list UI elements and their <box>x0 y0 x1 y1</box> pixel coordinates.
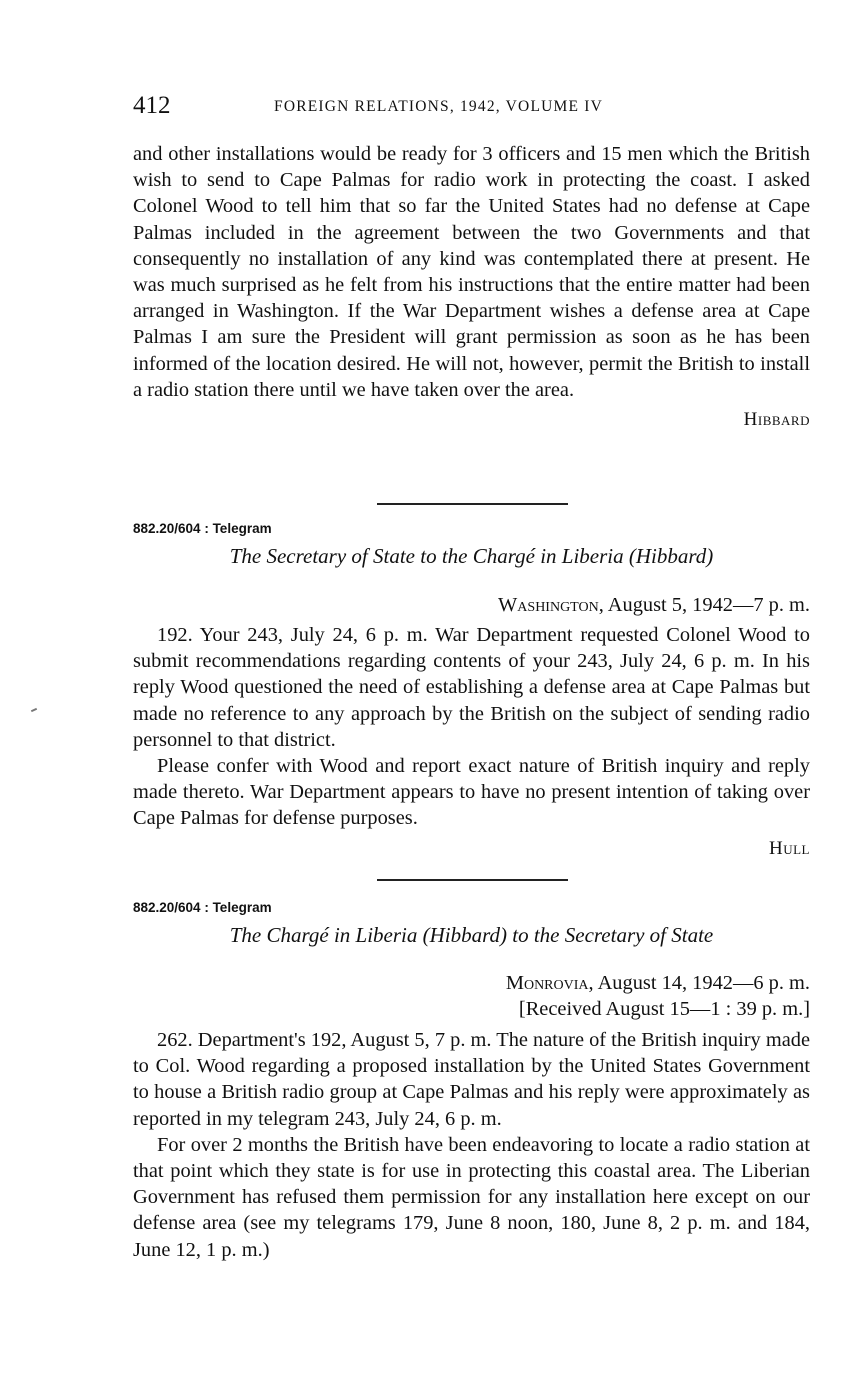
document-title: The Secretary of State to the Chargé in Liberia (Hibbard) <box>229 544 714 568</box>
file-number: 882.20/604 : Telegram <box>133 521 272 536</box>
telegram-262-body <box>133 1027 810 1263</box>
received-line: [Received August 15—1 : 39 p. m.] <box>518 998 810 1020</box>
dateline-date: , August 5, 1942—7 p. m. <box>598 594 810 616</box>
page-header <box>133 92 810 126</box>
paragraph: 262. Department's 192, August 5, 7 p. m. The nature of the British inquiry made to Col. Wood regarding a proposed installation by the United States Government to house a British radio group at Cape Palmas and his reply were approximately as reported in my telegram 243, July 24, 6 p. m. <box>133 1029 810 1130</box>
file-number: 882.20/604 : Telegram <box>133 900 272 915</box>
dateline-place: Washington <box>498 594 599 616</box>
paragraph: For over 2 months the British have been endeavoring to locate a radio station at that point which they state is for use in protecting this coastal area. The Liberian Government has refused them permission for any installation here except on our defense area (see my telegrams 179, June 8 noon, 180, June 8, 2 p. m. and 184, June 12, 1 p. m.) <box>133 1133 810 1261</box>
paragraph: Please confer with Wood and report exact nature of British inquiry and reply made thereto. War Department appears to have no present intention of taking over Cape Palmas for defense purposes. <box>133 755 810 830</box>
signature-hibbard: Hibbard <box>743 409 810 431</box>
running-title: FOREIGN RELATIONS, 1942, VOLUME IV <box>274 98 603 115</box>
dateline-date: , August 14, 1942—6 p. m. <box>588 972 810 994</box>
telegram-192-body <box>133 622 810 862</box>
continuation-paragraph: and other installations would be ready for 3 officers and 15 men which the British wish to send to Cape Palmas for radio work in protecting the coast. I asked Colonel Wood to tell him that so far the United States had no defense at Cape Palmas included in the agreement between the two Governments and that consequently no installation of any kind was contemplated there at present. He was much surprised as he felt from his instructions that the entire matter had been arranged in Washington. If the War Department wishes a defense area at Cape Palmas I am sure the President will grant permission as soon as he has been informed of the location desired. He will not, however, permit the British to install a radio station there until we have taken over the area. <box>133 143 810 401</box>
page-number: 412 <box>133 92 171 119</box>
dateline-place: Monrovia <box>505 972 589 994</box>
document-title: The Chargé in Liberia (Hibbard) to the Secretary of State <box>229 923 714 947</box>
section-divider <box>377 879 568 881</box>
section-divider <box>377 503 568 505</box>
dateline <box>133 592 810 618</box>
continuation-section <box>133 141 810 433</box>
signature-hull: Hull <box>769 837 810 859</box>
dateline <box>133 970 810 996</box>
margin-mark <box>31 708 37 712</box>
paragraph: 192. Your 243, July 24, 6 p. m. War Department requested Colonel Wood to submit recommendations regarding contents of your 243, July 24, 6 p. m. In his reply Wood questioned the need of establishing a defense area at Cape Palmas but made no reference to any approach by the British on the subject of sending radio personnel to that district. <box>133 624 810 751</box>
